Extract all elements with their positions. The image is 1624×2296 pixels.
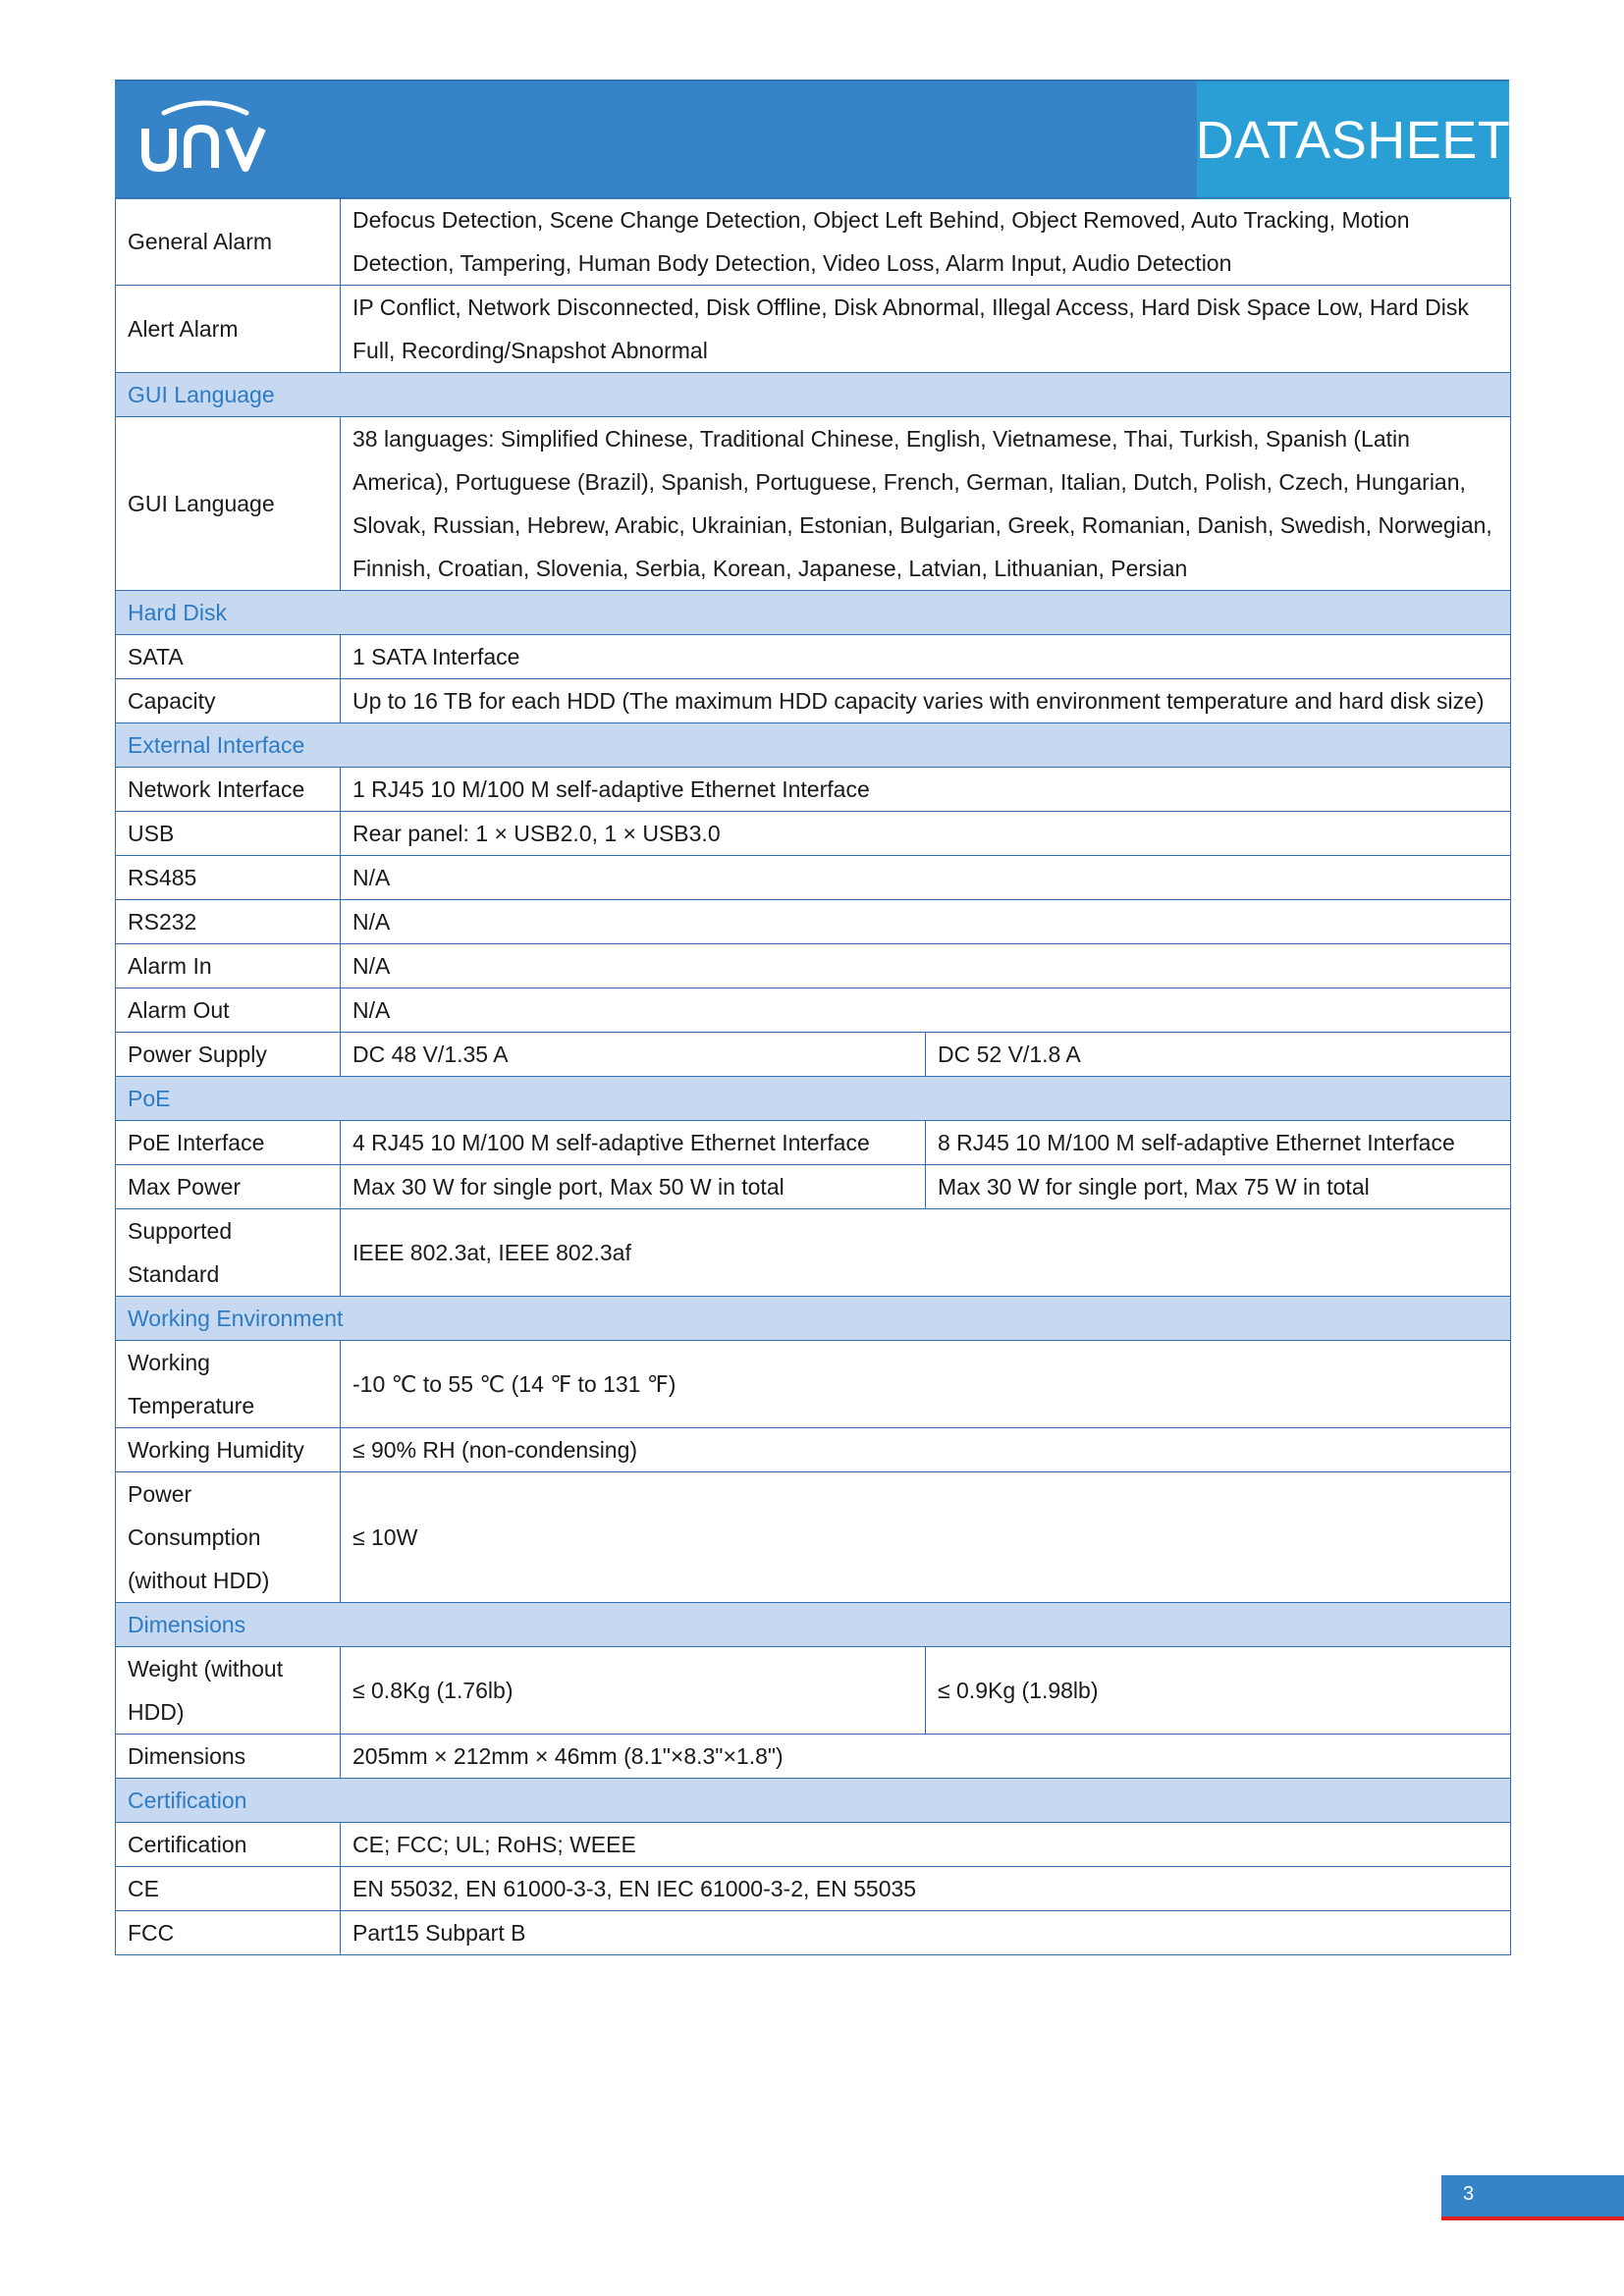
- spec-value: IP Conflict, Network Disconnected, Disk Offline, Disk Abnormal, Illegal Access, Hard Disk Space Low, Hard Disk Full, Recording/Snapshot Abnormal: [341, 286, 1511, 373]
- spec-row: [116, 1428, 1511, 1472]
- spec-value: Defocus Detection, Scene Change Detection, Object Left Behind, Object Removed, Auto Tracking, Motion Detection, Tampering, Human Body Detection, Video Loss, Alarm Input, Audio Detection: [341, 198, 1511, 286]
- unv-logo: [136, 97, 274, 186]
- spec-label: Power Supply: [116, 1033, 341, 1077]
- spec-value: ≤ 0.8Kg (1.76lb): [341, 1647, 926, 1735]
- spec-value: ≤ 90% RH (non-condensing): [341, 1428, 1511, 1472]
- spec-label: Weight (without HDD): [116, 1647, 341, 1735]
- spec-row: [116, 988, 1511, 1033]
- page-number: 3: [1463, 2183, 1475, 2205]
- spec-row: [116, 1823, 1511, 1867]
- spec-row: [116, 1911, 1511, 1955]
- spec-row: [116, 286, 1511, 373]
- spec-label: SATA: [116, 635, 341, 679]
- spec-row: [116, 1121, 1511, 1165]
- spec-row: [116, 1472, 1511, 1603]
- spec-label: Alarm In: [116, 944, 341, 988]
- spec-label: FCC: [116, 1911, 341, 1955]
- spec-label: RS232: [116, 900, 341, 944]
- spec-label: Supported Standard: [116, 1209, 341, 1297]
- spec-row: [116, 635, 1511, 679]
- section-header-row: [116, 723, 1511, 768]
- section-title: PoE: [116, 1077, 1511, 1121]
- spec-label: Capacity: [116, 679, 341, 723]
- section-header-row: [116, 591, 1511, 635]
- spec-row: [116, 1735, 1511, 1779]
- spec-row: [116, 812, 1511, 856]
- spec-value: 205mm × 212mm × 46mm (8.1"×8.3"×1.8"): [341, 1735, 1511, 1779]
- spec-label: Network Interface: [116, 768, 341, 812]
- spec-value-alt: Max 30 W for single port, Max 75 W in total: [926, 1165, 1511, 1209]
- datasheet-label-box: [1197, 81, 1509, 199]
- spec-value: N/A: [341, 988, 1511, 1033]
- spec-row: [116, 679, 1511, 723]
- section-title: External Interface: [116, 723, 1511, 768]
- spec-label: Certification: [116, 1823, 341, 1867]
- spec-row: [116, 900, 1511, 944]
- spec-value: DC 48 V/1.35 A: [341, 1033, 926, 1077]
- section-header-row: [116, 1297, 1511, 1341]
- spec-table: [115, 197, 1511, 1955]
- spec-value: IEEE 802.3at, IEEE 802.3af: [341, 1209, 1511, 1297]
- spec-label: Working Temperature: [116, 1341, 341, 1428]
- section-header-row: [116, 1603, 1511, 1647]
- spec-value: Up to 16 TB for each HDD (The maximum HDD capacity varies with environment temperature and hard disk size): [341, 679, 1511, 723]
- spec-value: 1 RJ45 10 M/100 M self-adaptive Ethernet Interface: [341, 768, 1511, 812]
- spec-row: [116, 1647, 1511, 1735]
- section-header-row: [116, 1077, 1511, 1121]
- spec-label: GUI Language: [116, 417, 341, 591]
- spec-row: [116, 944, 1511, 988]
- spec-value-alt: 8 RJ45 10 M/100 M self-adaptive Ethernet Interface: [926, 1121, 1511, 1165]
- spec-value-alt: ≤ 0.9Kg (1.98lb): [926, 1647, 1511, 1735]
- spec-row: [116, 856, 1511, 900]
- page-number-bar: [1441, 2175, 1624, 2216]
- spec-value: N/A: [341, 944, 1511, 988]
- spec-value: EN 55032, EN 61000-3-3, EN IEC 61000-3-2, EN 55035: [341, 1867, 1511, 1911]
- spec-value: Part15 Subpart B: [341, 1911, 1511, 1955]
- spec-value: N/A: [341, 856, 1511, 900]
- datasheet-title: DATASHEET: [1195, 111, 1511, 170]
- page-header: [115, 80, 1509, 199]
- spec-value: Max 30 W for single port, Max 50 W in total: [341, 1165, 926, 1209]
- spec-label: PoE Interface: [116, 1121, 341, 1165]
- section-title: Dimensions: [116, 1603, 1511, 1647]
- spec-row: [116, 417, 1511, 591]
- spec-row: [116, 1341, 1511, 1428]
- spec-label: Dimensions: [116, 1735, 341, 1779]
- spec-value: -10 ℃ to 55 ℃ (14 ℉ to 131 ℉): [341, 1341, 1511, 1428]
- spec-label: USB: [116, 812, 341, 856]
- spec-label: Power Consumption (without HDD): [116, 1472, 341, 1603]
- footer-accent-line: [1441, 2216, 1624, 2220]
- spec-row: [116, 1033, 1511, 1077]
- spec-value: N/A: [341, 900, 1511, 944]
- spec-row: [116, 1867, 1511, 1911]
- spec-row: [116, 768, 1511, 812]
- spec-label: Alert Alarm: [116, 286, 341, 373]
- spec-value: 38 languages: Simplified Chinese, Traditional Chinese, English, Vietnamese, Thai, Turkish, Spanish (Latin America), Portuguese (Brazil), Spanish, Portuguese, French, German, Italian, Dutch, Polish, Czech, Hungarian, Slovak, Russian, Hebrew, Arabic, Ukrainian, Estonian, Bulgarian, Greek, Romanian, Danish, Swedish, Norwegian, Finnish, Croatian, Slovenia, Serbia, Korean, Japanese, Latvian, Lithuanian, Persian: [341, 417, 1511, 591]
- section-header-row: [116, 1779, 1511, 1823]
- section-title: Certification: [116, 1779, 1511, 1823]
- spec-row: [116, 198, 1511, 286]
- spec-row: [116, 1165, 1511, 1209]
- section-title: Hard Disk: [116, 591, 1511, 635]
- spec-value: 1 SATA Interface: [341, 635, 1511, 679]
- spec-value: 4 RJ45 10 M/100 M self-adaptive Ethernet Interface: [341, 1121, 926, 1165]
- section-header-row: [116, 373, 1511, 417]
- section-title: Working Environment: [116, 1297, 1511, 1341]
- spec-value: Rear panel: 1 × USB2.0, 1 × USB3.0: [341, 812, 1511, 856]
- spec-label: RS485: [116, 856, 341, 900]
- spec-value: ≤ 10W: [341, 1472, 1511, 1603]
- spec-label: CE: [116, 1867, 341, 1911]
- spec-label: General Alarm: [116, 198, 341, 286]
- section-title: GUI Language: [116, 373, 1511, 417]
- spec-value: CE; FCC; UL; RoHS; WEEE: [341, 1823, 1511, 1867]
- spec-label: Working Humidity: [116, 1428, 341, 1472]
- spec-value-alt: DC 52 V/1.8 A: [926, 1033, 1511, 1077]
- spec-row: [116, 1209, 1511, 1297]
- spec-label: Max Power: [116, 1165, 341, 1209]
- spec-label: Alarm Out: [116, 988, 341, 1033]
